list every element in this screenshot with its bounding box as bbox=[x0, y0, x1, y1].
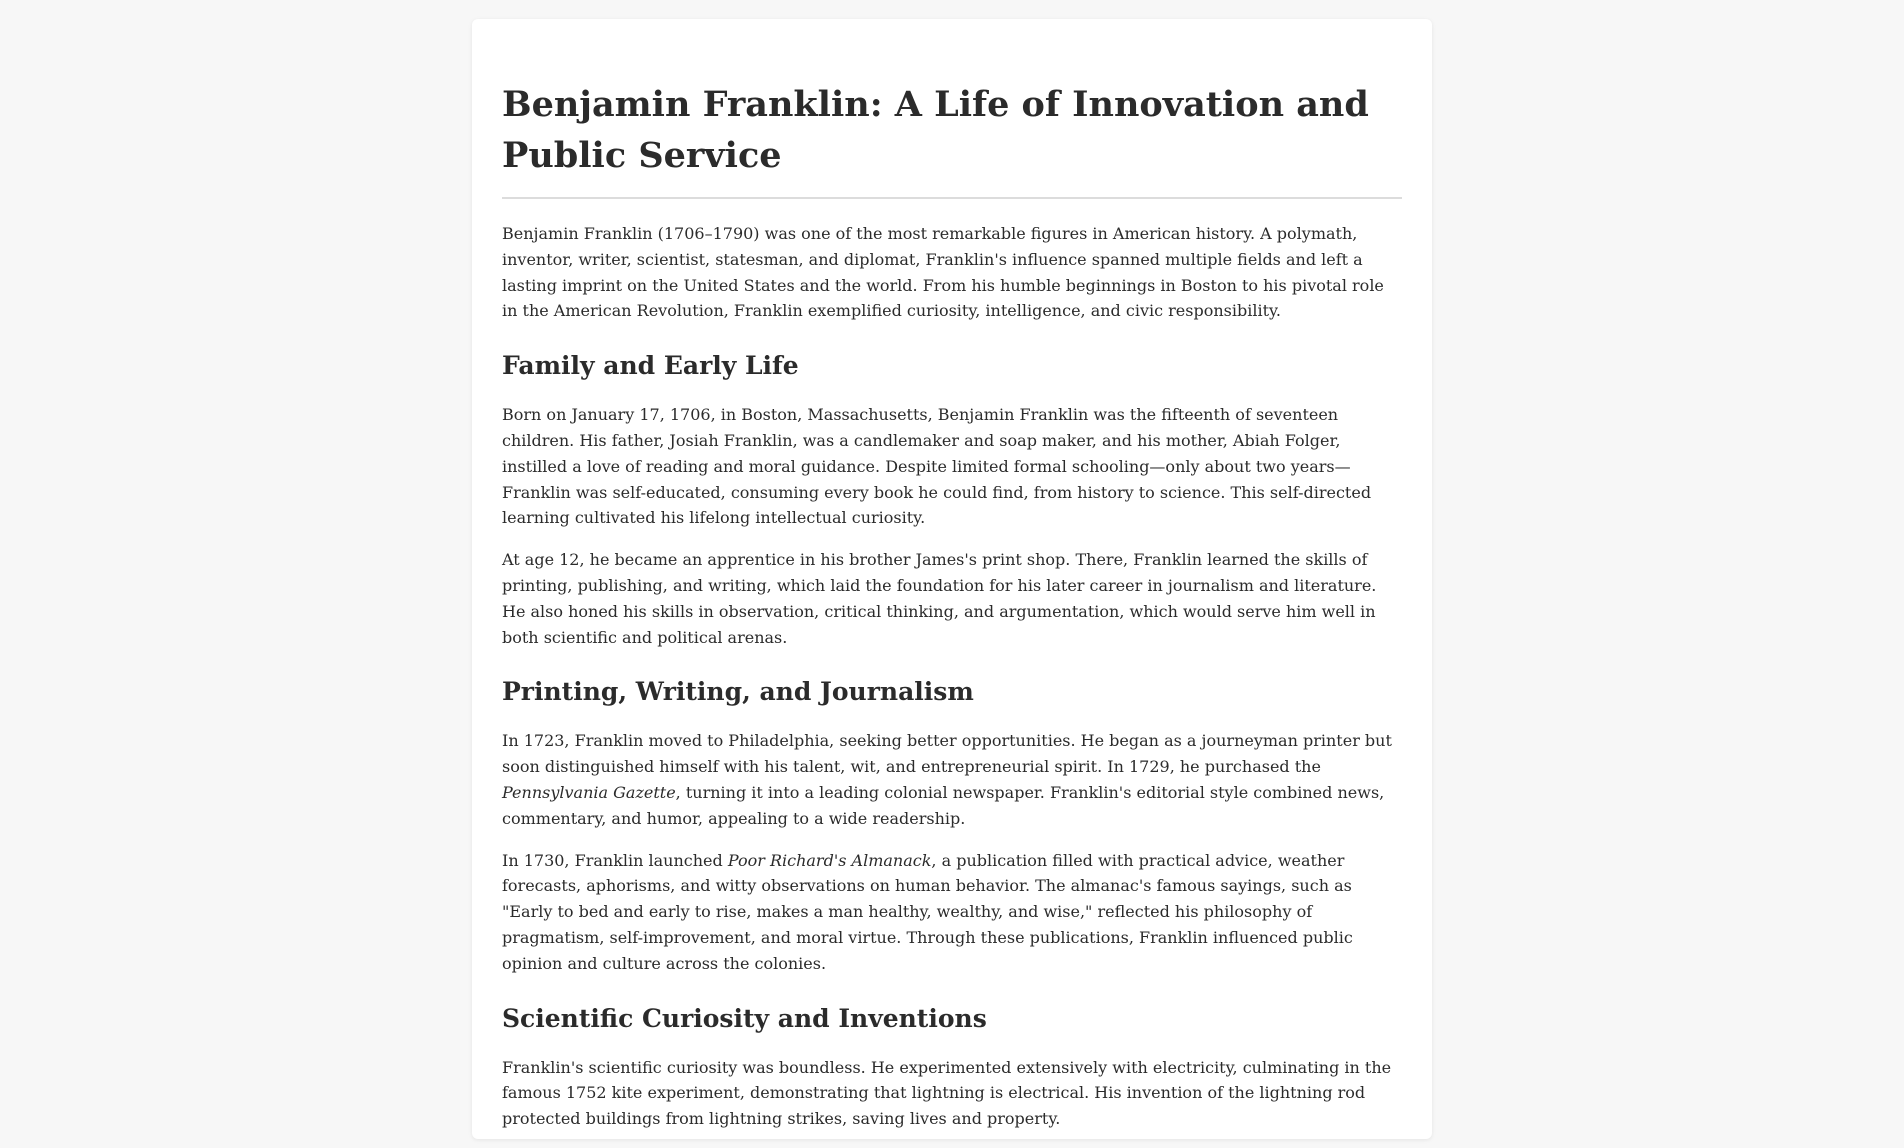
paragraph-printing-2 bbox=[502, 848, 1402, 977]
section-heading-printing: Printing, Writing, and Journalism bbox=[502, 677, 974, 707]
text-segment: , a publication filled with practical advice, weather forecasts, aphorisms, and witty observations on human behavior. The almanac's famous sayings, such as "Early to bed and early to rise, makes a man healthy, wealthy, and wise," reflected his philosophy of pragmatism, self-improvement, and moral virtue. Through these publications, Franklin influenced public opinion and culture across the colonies. bbox=[502, 850, 1353, 973]
paragraph-family-2: At age 12, he became an apprentice in his brother James's print shop. There, Franklin learned the skills of printing, publishing, and writing, which laid the foundation for his later career in journalism and literature. He also honed his skills in observation, critical thinking, and argumentation, which would serve him well in both scientific and political arenas. bbox=[502, 550, 1377, 647]
almanack-title: Poor Richard's Almanack bbox=[727, 850, 932, 870]
section-heading-science: Scientific Curiosity and Inventions bbox=[502, 1003, 987, 1033]
intro-paragraph: Benjamin Franklin (1706–1790) was one of the most remarkable figures in American history. A polymath, inventor, writer, scientist, statesman, and diplomat, Franklin's influence spanned multiple fields and left a lasting imprint on the United States and the world. From his humble beginnings in Boston to his pivotal role in the American Revolution, Franklin exemplified curiosity, intelligence, and civic responsibility. bbox=[502, 224, 1384, 321]
article-content bbox=[502, 79, 1402, 1148]
newspaper-title: Pennsylvania Gazette bbox=[502, 782, 676, 802]
paragraph-family-1: Born on January 17, 1706, in Boston, Massachusetts, Benjamin Franklin was the fifteenth of seventeen children. His father, Josiah Franklin, was a candlemaker and soap maker, and his mother, Abiah Folger, instilled a love of reading and moral guidance. Despite limited formal schooling—only about two years—Franklin was self-educated, consuming every book he could find, from history to science. This self-directed learning cultivated his lifelong intellectual curiosity. bbox=[502, 405, 1372, 528]
paragraph-science-1: Franklin's scientific curiosity was boundless. He experimented extensively with electricity, culminating in the famous 1752 kite experiment, demonstrating that lightning is electrical. His invention of the lightning rod protected buildings from lightning strikes, saving lives and property. bbox=[502, 1057, 1392, 1129]
section-heading-family: Family and Early Life bbox=[502, 351, 799, 381]
text-segment: In 1730, Franklin launched bbox=[502, 850, 728, 870]
paragraph-printing-1 bbox=[502, 728, 1402, 831]
text-segment: , turning it into a leading colonial newspaper. Franklin's editorial style combined news, commentary, and humor, appealing to a wide readership. bbox=[502, 782, 1385, 828]
text-segment: In 1723, Franklin moved to Philadelphia, seeking better opportunities. He began as a journeyman printer but soon distinguished himself with his talent, wit, and entrepreneurial spirit. In 1729, he purchased the bbox=[502, 731, 1392, 777]
article-page bbox=[472, 19, 1432, 1139]
article-title: Benjamin Franklin: A Life of Innovation and Public Service bbox=[502, 79, 1402, 199]
